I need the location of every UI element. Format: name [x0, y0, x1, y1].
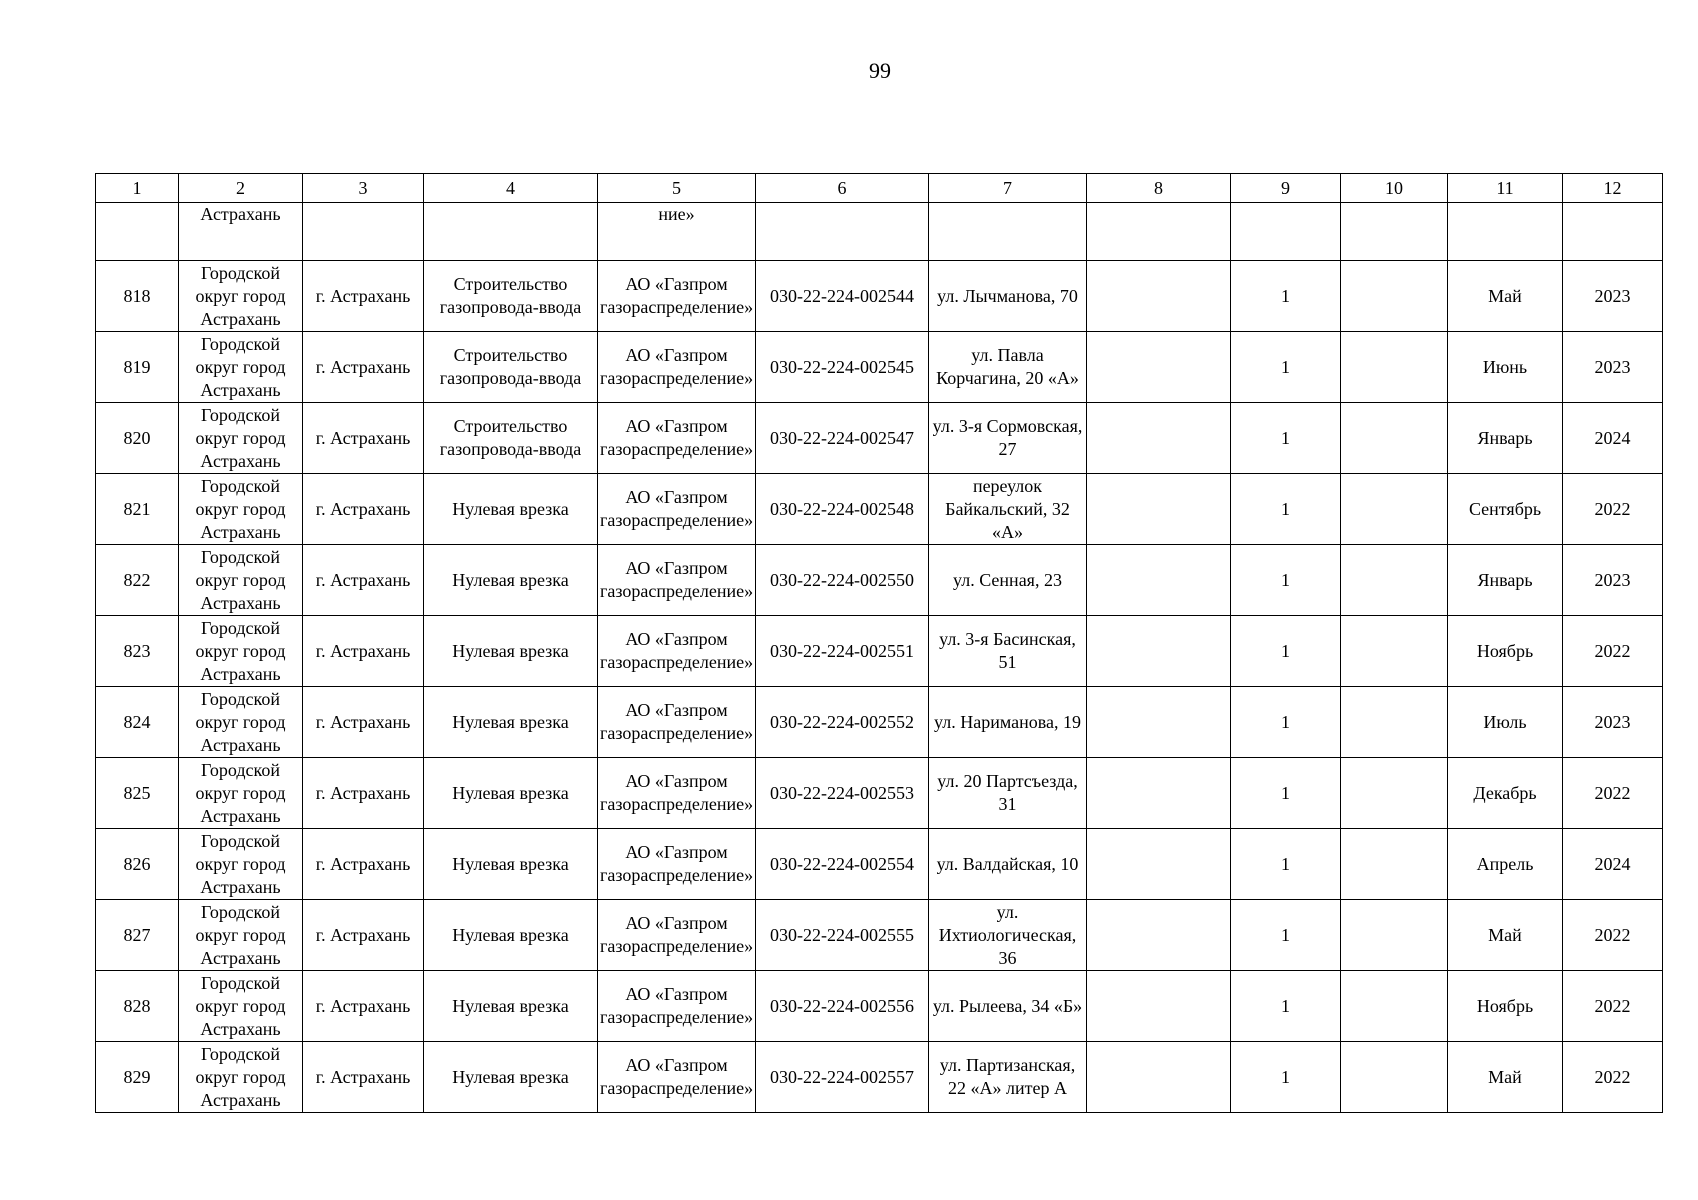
- cell-work: Нулевая врезка: [424, 545, 598, 616]
- cell-city: г. Астрахань: [303, 332, 424, 403]
- table-row: [96, 1042, 1663, 1113]
- cell-district: Городской округ город Астрахань: [179, 1042, 303, 1113]
- cell-c9: 1: [1231, 829, 1341, 900]
- column-header: 6: [756, 174, 929, 203]
- cell-work: Нулевая врезка: [424, 971, 598, 1042]
- cell-city: г. Астрахань: [303, 403, 424, 474]
- cell-district: Городской округ город Астрахань: [179, 900, 303, 971]
- cell-address: ул. Партизанская, 22 «А» литер А: [929, 1042, 1087, 1113]
- cell-address: ул. Нариманова, 19: [929, 687, 1087, 758]
- cell-num: 828: [96, 971, 179, 1042]
- cell-year: 2023: [1563, 545, 1663, 616]
- table-body: [96, 174, 1663, 1113]
- cell-district: Городской округ город Астрахань: [179, 971, 303, 1042]
- cell-district: Городской округ город Астрахань: [179, 545, 303, 616]
- cell-work: Нулевая врезка: [424, 900, 598, 971]
- cell-year: 2024: [1563, 403, 1663, 474]
- cell-num: 826: [96, 829, 179, 900]
- cell-c8: [1087, 261, 1231, 332]
- cell-c8: [1087, 829, 1231, 900]
- cell-city: г. Астрахань: [303, 758, 424, 829]
- cell-c10: [1341, 687, 1448, 758]
- cell-org: АО «Газпром газораспределение»: [598, 900, 756, 971]
- cell-c8: [1087, 687, 1231, 758]
- cell-c10: [1341, 971, 1448, 1042]
- cell-c9: 1: [1231, 332, 1341, 403]
- column-header: 2: [179, 174, 303, 203]
- cell-work: Нулевая врезка: [424, 474, 598, 545]
- continuation-cell: [1087, 203, 1231, 261]
- cell-code: 030-22-224-002545: [756, 332, 929, 403]
- cell-code: 030-22-224-002557: [756, 1042, 929, 1113]
- cell-num: 824: [96, 687, 179, 758]
- column-header: 9: [1231, 174, 1341, 203]
- table-row: [96, 545, 1663, 616]
- table-row: [96, 474, 1663, 545]
- table-row: [96, 829, 1663, 900]
- cell-year: 2022: [1563, 971, 1663, 1042]
- cell-address: ул. Павла Корчагина, 20 «А»: [929, 332, 1087, 403]
- cell-code: 030-22-224-002552: [756, 687, 929, 758]
- cell-c8: [1087, 900, 1231, 971]
- cell-work: Строительство газопровода-ввода: [424, 403, 598, 474]
- cell-work: Нулевая врезка: [424, 616, 598, 687]
- cell-address: ул. 20 Партсъезда, 31: [929, 758, 1087, 829]
- cell-year: 2023: [1563, 687, 1663, 758]
- continuation-cell: Астрахань: [179, 203, 303, 261]
- cell-org: АО «Газпром газораспределение»: [598, 687, 756, 758]
- cell-year: 2023: [1563, 332, 1663, 403]
- cell-code: 030-22-224-002554: [756, 829, 929, 900]
- cell-num: 823: [96, 616, 179, 687]
- cell-city: г. Астрахань: [303, 616, 424, 687]
- cell-c10: [1341, 1042, 1448, 1113]
- table-row: [96, 261, 1663, 332]
- cell-work: Нулевая врезка: [424, 1042, 598, 1113]
- cell-c9: 1: [1231, 474, 1341, 545]
- cell-org: АО «Газпром газораспределение»: [598, 758, 756, 829]
- cell-c8: [1087, 545, 1231, 616]
- cell-address: ул. Рылеева, 34 «Б»: [929, 971, 1087, 1042]
- continuation-cell: [1563, 203, 1663, 261]
- cell-city: г. Астрахань: [303, 474, 424, 545]
- cell-month: Сентябрь: [1448, 474, 1563, 545]
- continuation-cell: [1448, 203, 1563, 261]
- cell-c10: [1341, 474, 1448, 545]
- cell-c8: [1087, 971, 1231, 1042]
- cell-org: АО «Газпром газораспределение»: [598, 332, 756, 403]
- cell-org: АО «Газпром газораспределение»: [598, 971, 756, 1042]
- cell-month: Ноябрь: [1448, 616, 1563, 687]
- cell-district: Городской округ город Астрахань: [179, 332, 303, 403]
- cell-work: Строительство газопровода-ввода: [424, 332, 598, 403]
- cell-c10: [1341, 332, 1448, 403]
- cell-org: АО «Газпром газораспределение»: [598, 261, 756, 332]
- cell-address: ул. Лычманова, 70: [929, 261, 1087, 332]
- data-table: [95, 173, 1663, 1113]
- cell-c10: [1341, 403, 1448, 474]
- cell-year: 2022: [1563, 900, 1663, 971]
- cell-address: ул. Сенная, 23: [929, 545, 1087, 616]
- continuation-cell: [303, 203, 424, 261]
- column-header: 12: [1563, 174, 1663, 203]
- column-header: 11: [1448, 174, 1563, 203]
- cell-year: 2023: [1563, 261, 1663, 332]
- cell-month: Декабрь: [1448, 758, 1563, 829]
- table-row: [96, 900, 1663, 971]
- cell-code: 030-22-224-002551: [756, 616, 929, 687]
- cell-c8: [1087, 403, 1231, 474]
- table-row: [96, 332, 1663, 403]
- page-number: 99: [869, 58, 891, 83]
- cell-org: АО «Газпром газораспределение»: [598, 545, 756, 616]
- continuation-cell: ние»: [598, 203, 756, 261]
- cell-num: 825: [96, 758, 179, 829]
- cell-work: Нулевая врезка: [424, 758, 598, 829]
- cell-c8: [1087, 616, 1231, 687]
- column-header: 3: [303, 174, 424, 203]
- column-header: 10: [1341, 174, 1448, 203]
- cell-code: 030-22-224-002553: [756, 758, 929, 829]
- cell-c10: [1341, 261, 1448, 332]
- cell-month: Май: [1448, 900, 1563, 971]
- cell-org: АО «Газпром газораспределение»: [598, 616, 756, 687]
- header-row: [96, 174, 1663, 203]
- cell-district: Городской округ город Астрахань: [179, 261, 303, 332]
- continuation-cell: [96, 203, 179, 261]
- cell-c9: 1: [1231, 758, 1341, 829]
- cell-c8: [1087, 758, 1231, 829]
- cell-address: ул. 3-я Басинская, 51: [929, 616, 1087, 687]
- cell-month: Июль: [1448, 687, 1563, 758]
- cell-year: 2024: [1563, 829, 1663, 900]
- cell-num: 818: [96, 261, 179, 332]
- table-row: [96, 971, 1663, 1042]
- cell-org: АО «Газпром газораспределение»: [598, 474, 756, 545]
- cell-org: АО «Газпром газораспределение»: [598, 1042, 756, 1113]
- cell-address: ул. 3-я Сормовская, 27: [929, 403, 1087, 474]
- cell-work: Нулевая врезка: [424, 687, 598, 758]
- cell-work: Нулевая врезка: [424, 829, 598, 900]
- cell-c8: [1087, 1042, 1231, 1113]
- cell-month: Июнь: [1448, 332, 1563, 403]
- cell-address: ул. Валдайская, 10: [929, 829, 1087, 900]
- cell-city: г. Астрахань: [303, 1042, 424, 1113]
- cell-c9: 1: [1231, 616, 1341, 687]
- table-row: [96, 403, 1663, 474]
- cell-c8: [1087, 332, 1231, 403]
- cell-address: переулок Байкальский, 32 «А»: [929, 474, 1087, 545]
- column-header: 5: [598, 174, 756, 203]
- cell-month: Апрель: [1448, 829, 1563, 900]
- cell-year: 2022: [1563, 474, 1663, 545]
- cell-c9: 1: [1231, 900, 1341, 971]
- cell-year: 2022: [1563, 1042, 1663, 1113]
- cell-code: 030-22-224-002556: [756, 971, 929, 1042]
- cell-c10: [1341, 900, 1448, 971]
- cell-c10: [1341, 829, 1448, 900]
- cell-city: г. Астрахань: [303, 971, 424, 1042]
- cell-city: г. Астрахань: [303, 545, 424, 616]
- cell-district: Городской округ город Астрахань: [179, 829, 303, 900]
- column-header: 1: [96, 174, 179, 203]
- cell-c9: 1: [1231, 687, 1341, 758]
- cell-c10: [1341, 616, 1448, 687]
- continuation-cell: [424, 203, 598, 261]
- table-row: [96, 758, 1663, 829]
- table-row: [96, 616, 1663, 687]
- column-header: 7: [929, 174, 1087, 203]
- cell-city: г. Астрахань: [303, 900, 424, 971]
- column-header: 8: [1087, 174, 1231, 203]
- cell-code: 030-22-224-002555: [756, 900, 929, 971]
- cell-district: Городской округ город Астрахань: [179, 403, 303, 474]
- cell-c9: 1: [1231, 261, 1341, 332]
- cell-c10: [1341, 758, 1448, 829]
- continuation-cell: [1341, 203, 1448, 261]
- cell-city: г. Астрахань: [303, 261, 424, 332]
- cell-month: Ноябрь: [1448, 971, 1563, 1042]
- cell-code: 030-22-224-002550: [756, 545, 929, 616]
- cell-c9: 1: [1231, 1042, 1341, 1113]
- continuation-row: [96, 203, 1663, 261]
- cell-work: Строительство газопровода-ввода: [424, 261, 598, 332]
- cell-code: 030-22-224-002548: [756, 474, 929, 545]
- continuation-cell: [929, 203, 1087, 261]
- cell-c9: 1: [1231, 971, 1341, 1042]
- column-header: 4: [424, 174, 598, 203]
- cell-address: ул. Ихтиологическая, 36: [929, 900, 1087, 971]
- table-row: [96, 687, 1663, 758]
- cell-district: Городской округ город Астрахань: [179, 474, 303, 545]
- cell-c9: 1: [1231, 545, 1341, 616]
- cell-district: Городской округ город Астрахань: [179, 687, 303, 758]
- cell-num: 822: [96, 545, 179, 616]
- cell-district: Городской округ город Астрахань: [179, 616, 303, 687]
- cell-year: 2022: [1563, 616, 1663, 687]
- cell-code: 030-22-224-002547: [756, 403, 929, 474]
- cell-district: Городской округ город Астрахань: [179, 758, 303, 829]
- cell-city: г. Астрахань: [303, 687, 424, 758]
- continuation-cell: [1231, 203, 1341, 261]
- cell-year: 2022: [1563, 758, 1663, 829]
- cell-org: АО «Газпром газораспределение»: [598, 829, 756, 900]
- cell-city: г. Астрахань: [303, 829, 424, 900]
- cell-num: 820: [96, 403, 179, 474]
- cell-num: 827: [96, 900, 179, 971]
- cell-num: 819: [96, 332, 179, 403]
- cell-month: Май: [1448, 1042, 1563, 1113]
- cell-c10: [1341, 545, 1448, 616]
- cell-num: 829: [96, 1042, 179, 1113]
- continuation-cell: [756, 203, 929, 261]
- cell-code: 030-22-224-002544: [756, 261, 929, 332]
- cell-c8: [1087, 474, 1231, 545]
- cell-num: 821: [96, 474, 179, 545]
- cell-c9: 1: [1231, 403, 1341, 474]
- cell-month: Январь: [1448, 545, 1563, 616]
- cell-org: АО «Газпром газораспределение»: [598, 403, 756, 474]
- cell-month: Январь: [1448, 403, 1563, 474]
- cell-month: Май: [1448, 261, 1563, 332]
